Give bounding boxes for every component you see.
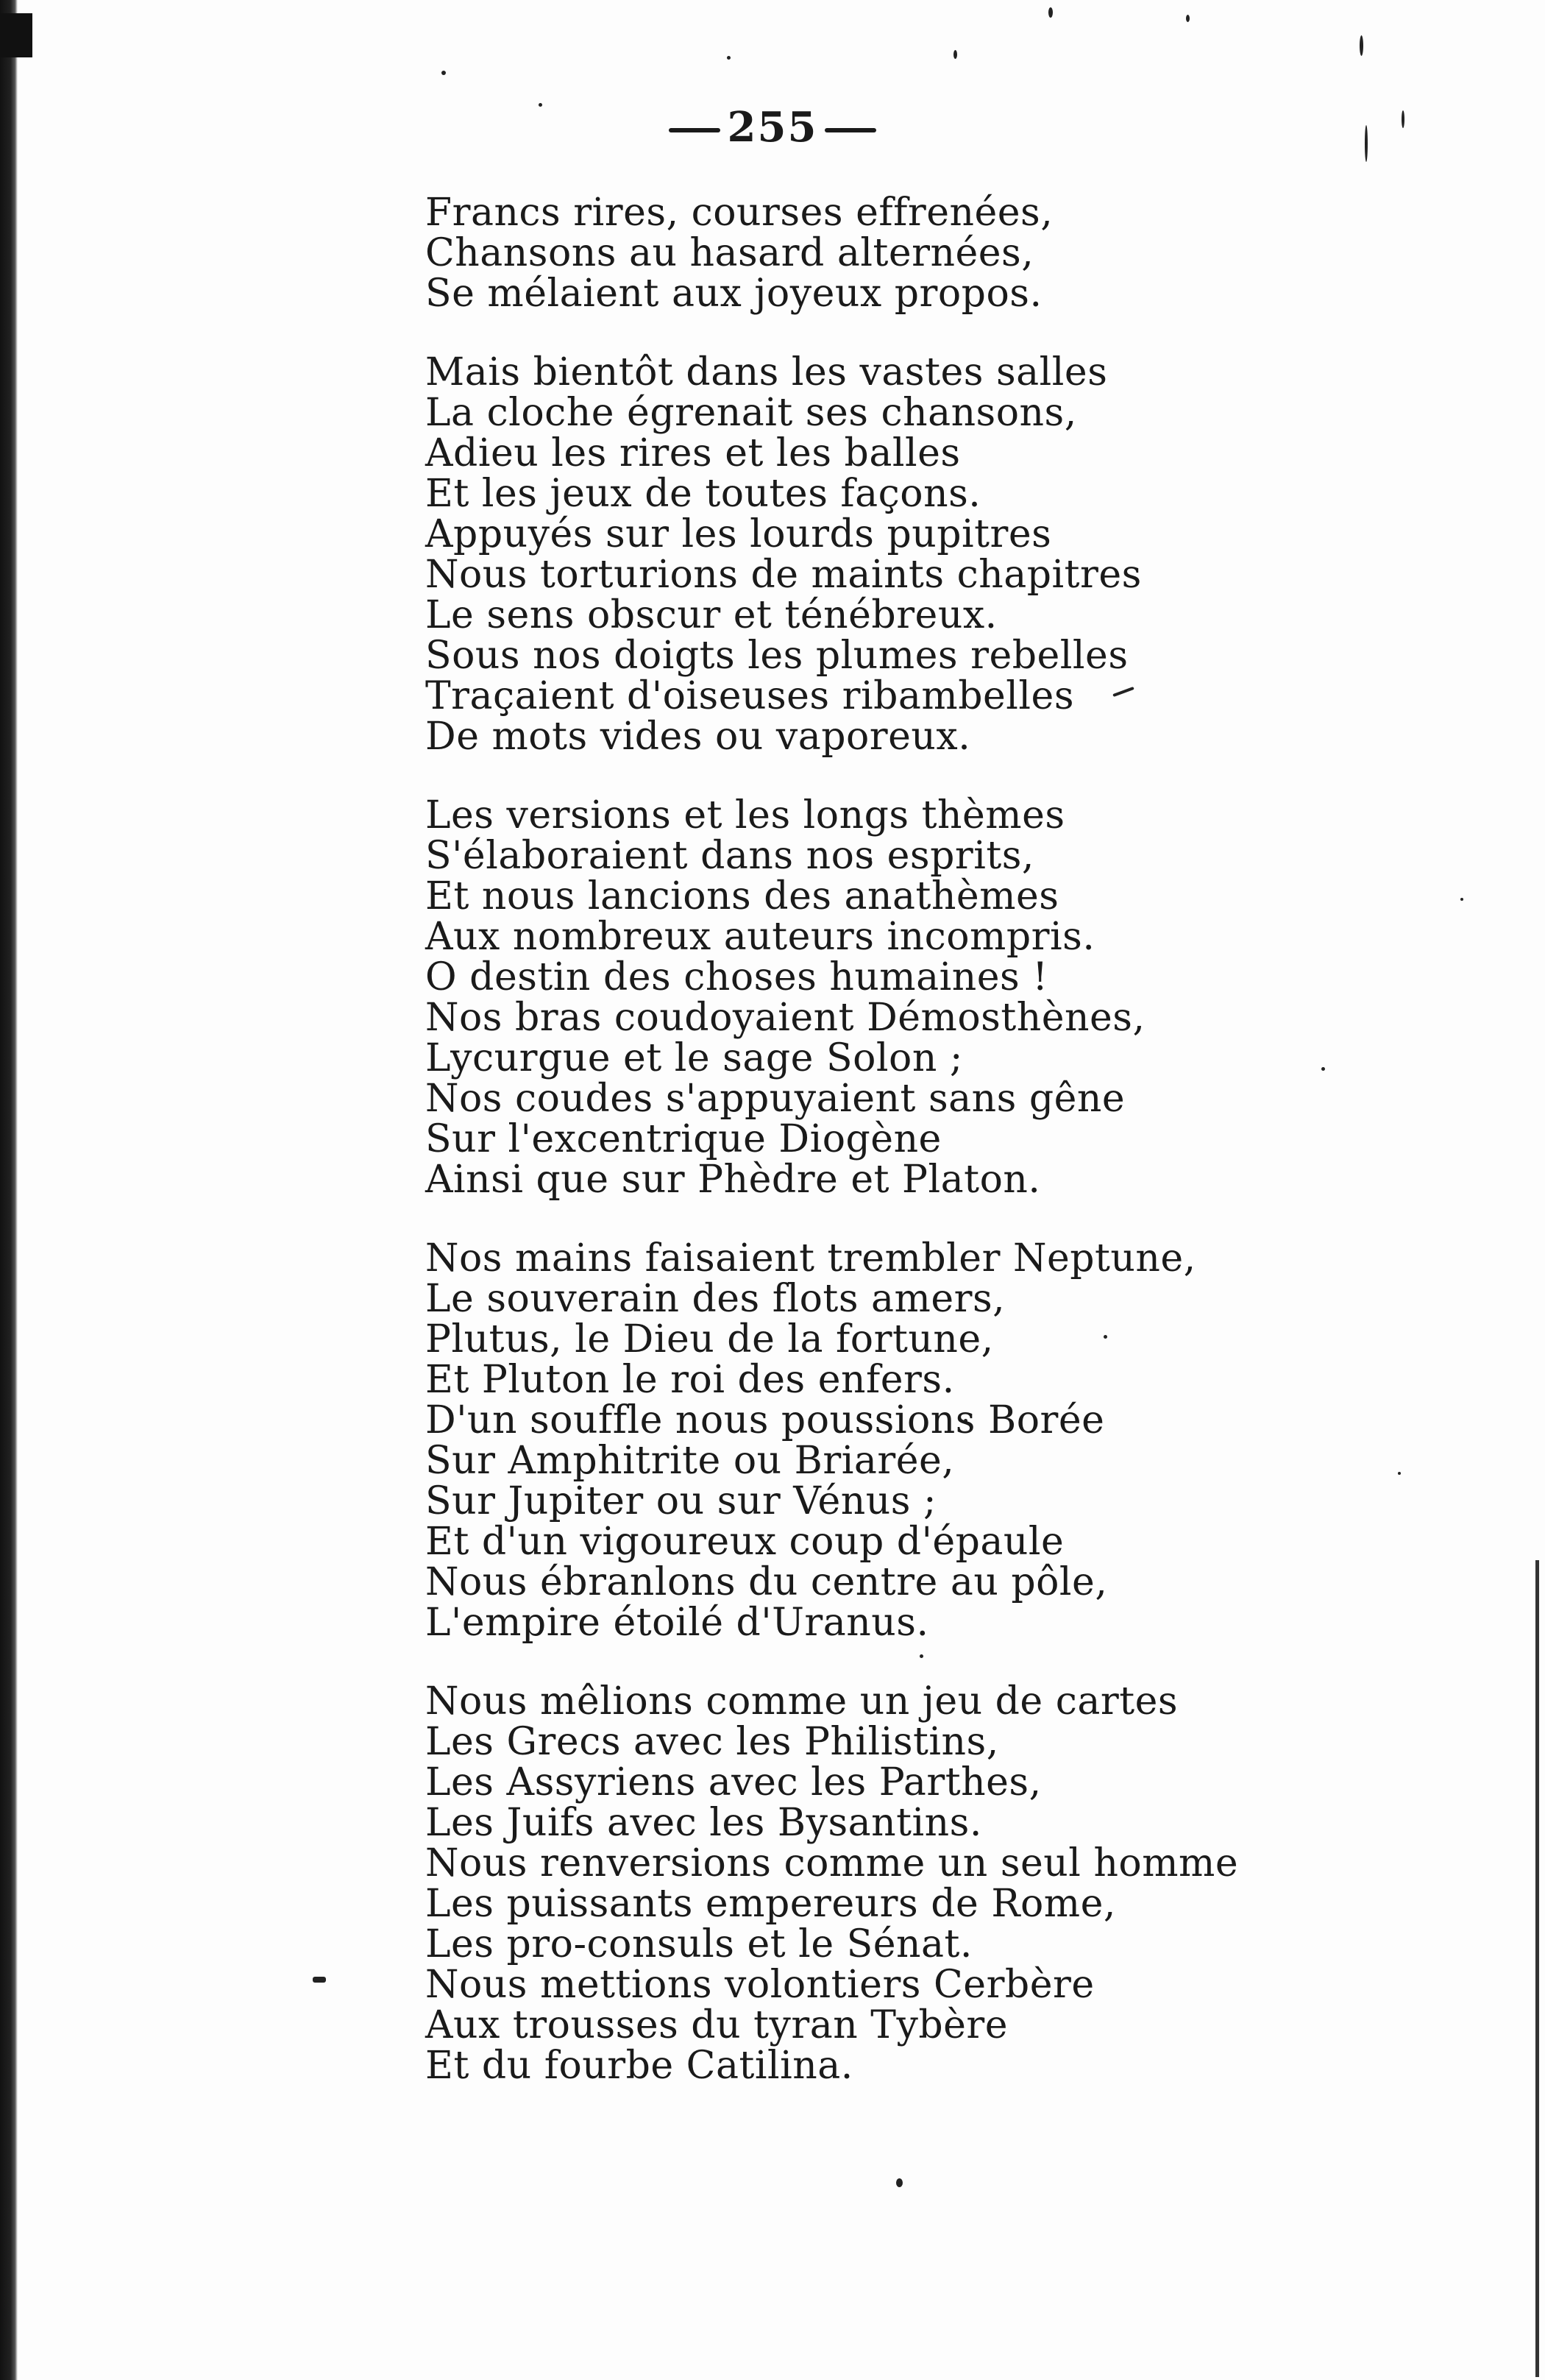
scan-speck <box>1360 35 1363 56</box>
scan-speck <box>953 50 957 59</box>
verse-line: Aux trousses du tyran Tybère <box>425 2003 1009 2047</box>
stanza <box>425 1679 1396 2088</box>
verse-line: Et Pluton le roi des enfers. <box>425 1358 955 1402</box>
verse-line: Nous torturions de maints chapitres <box>425 553 1142 597</box>
verse-line: Francs rires, courses effrenées, <box>425 191 1054 235</box>
verse-line: Aux nombreux auteurs incompris. <box>425 915 1095 959</box>
scan-speck <box>1048 7 1053 18</box>
verse-line: L'empire étoilé d'Uranus. <box>425 1601 929 1645</box>
verse-line: Mais bientôt dans les vastes salles <box>425 350 1108 394</box>
verse-line: Les Juifs avec les Bysantins. <box>425 1801 982 1845</box>
verse-line: Les pro-consuls et le Sénat. <box>425 1922 973 1966</box>
verse-line: D'un souffle nous poussions Borée <box>425 1398 1105 1442</box>
scan-speck <box>441 71 446 75</box>
scan-speck <box>727 56 731 60</box>
scan-right-edge <box>1535 1560 1539 2377</box>
verse-line: Nous renversions comme un seul homme <box>425 1841 1239 1885</box>
verse-line: Le sens obscur et ténébreux. <box>425 593 998 637</box>
verse-line: Et nous lancions des anathèmes <box>425 874 1059 918</box>
poem <box>425 193 1396 2125</box>
stanza <box>425 793 1396 1202</box>
verse-line: Le souverain des flots amers, <box>425 1277 1006 1321</box>
verse-line: Et d'un vigoureux coup d'épaule <box>425 1520 1065 1564</box>
scan-speck <box>1398 1472 1401 1475</box>
verse-line: Sur l'excentrique Diogène <box>425 1117 942 1161</box>
verse-line: Traçaient d'oiseuses ribambelles <box>425 674 1074 718</box>
verse-line: Chansons au hasard alternées, <box>425 231 1034 275</box>
scan-speck <box>1460 898 1463 901</box>
verse-line: Nos mains faisaient trembler Neptune, <box>425 1236 1196 1281</box>
scan-speck <box>1186 15 1190 22</box>
verse-line: Et les jeux de toutes façons. <box>425 472 981 516</box>
verse-line: Nous mêlions comme un jeu de cartes <box>425 1679 1179 1724</box>
page-number-dash-right <box>825 128 876 132</box>
verse-line: Ainsi que sur Phèdre et Platon. <box>425 1158 1041 1202</box>
verse-line: S'élaboraient dans nos esprits, <box>425 834 1034 878</box>
verse-line: De mots vides ou vaporeux. <box>425 715 971 759</box>
verse-line: Les Grecs avec les Philistins, <box>425 1720 999 1764</box>
verse-line: Plutus, le Dieu de la fortune, <box>425 1317 994 1361</box>
page-number <box>0 103 1545 152</box>
verse-line: Nos coudes s'appuyaient sans gêne <box>425 1077 1126 1121</box>
scan-left-edge <box>0 0 18 2380</box>
stanza <box>425 1236 1396 1645</box>
verse-line: Nous ébranlons du centre au pôle, <box>425 1560 1108 1604</box>
verse-line: Nos bras coudoyaient Démosthènes, <box>425 996 1146 1040</box>
scan-speck <box>896 2178 903 2187</box>
verse-line: Nous mettions volontiers Cerbère <box>425 1963 1095 2007</box>
stanza <box>425 350 1396 759</box>
stanza <box>425 193 1396 314</box>
verse-line: Les Assyriens avec les Parthes, <box>425 1760 1042 1805</box>
scan-left-edge-notch <box>0 13 32 57</box>
verse-line: Les versions et les longs thèmes <box>425 793 1065 837</box>
page-number-dash-left <box>669 128 720 132</box>
verse-line: Adieu les rires et les balles <box>425 431 961 475</box>
verse-line: Sur Amphitrite ou Briarée, <box>425 1439 955 1483</box>
verse-line: Se mélaient aux joyeux propos. <box>425 272 1043 316</box>
scan-speck <box>313 1977 326 1983</box>
page-number-text: 255 <box>727 103 818 152</box>
verse-line: Sur Jupiter ou sur Vénus ; <box>425 1479 937 1523</box>
verse-line: Les puissants empereurs de Rome, <box>425 1882 1116 1926</box>
verse-line: Sous nos doigts les plumes rebelles <box>425 634 1129 678</box>
verse-line: Lycurgue et le sage Solon ; <box>425 1036 963 1080</box>
verse-line: Appuyés sur les lourds pupitres <box>425 512 1052 556</box>
verse-line: La cloche égrenait ses chansons, <box>425 391 1077 435</box>
verse-line: O destin des choses humaines ! <box>425 955 1048 999</box>
verse-line: Et du fourbe Catilina. <box>425 2044 853 2088</box>
